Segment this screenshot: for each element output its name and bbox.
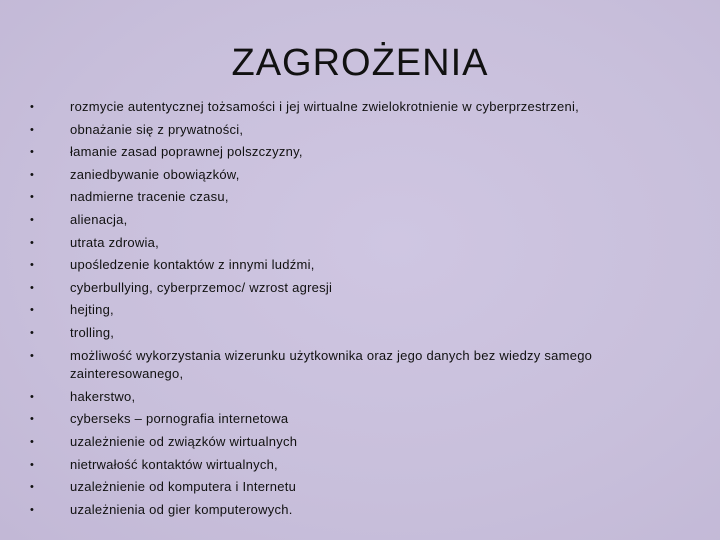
bullet-icon: •: [29, 236, 35, 249]
list-item-text: uzależnienie od związków wirtualnych: [70, 433, 298, 449]
list-item-text: łamanie zasad poprawnej polszczyzny,: [70, 144, 303, 160]
list-item-text: rozmycie autentycznej tożsamości i jej wirtualne zwielokrotnienie w cyberprzestrzeni,: [70, 99, 579, 114]
list-item-text: alienacja,: [70, 211, 128, 227]
list-item: [27, 386, 687, 409]
list-item: [27, 345, 687, 386]
bullet-icon: •: [29, 304, 35, 317]
bullet-icon: •: [29, 191, 35, 204]
list-item: [27, 408, 687, 431]
bullet-icon: •: [29, 213, 35, 226]
bullet-icon: •: [29, 168, 35, 181]
bullet-icon: •: [29, 101, 35, 113]
list-item-text: możliwość wykorzystania wizerunku użytkownika oraz jego danych bez wiedzy samego zainteresowanego,: [70, 347, 593, 382]
list-item-text: uzależnienie od komputera i Internetu: [70, 479, 297, 495]
bullet-icon: •: [29, 123, 35, 136]
list-item-text: hakerstwo,: [70, 388, 136, 404]
bullet-icon: •: [29, 503, 35, 516]
list-item: [27, 96, 687, 119]
bullet-icon: •: [29, 413, 35, 426]
list-item: [27, 277, 687, 300]
list-item-text: utrata zdrowia,: [70, 234, 160, 250]
slide-title: ZAGROŻENIA: [231, 42, 489, 84]
list-item: [27, 141, 687, 164]
bullet-icon: •: [29, 481, 35, 494]
list-item-text: uzależnienia od gier komputerowych.: [70, 501, 293, 517]
bullet-icon: •: [29, 146, 35, 159]
bullet-icon: •: [29, 349, 35, 362]
list-item-text: cyberbullying, cyberprzemoc/ wzrost agresji: [70, 279, 333, 295]
bullet-icon: •: [29, 390, 35, 403]
list-item: [27, 431, 687, 454]
list-item: [27, 232, 687, 255]
bullet-icon: •: [29, 326, 35, 339]
list-item-text: trolling,: [70, 324, 115, 340]
list-item: [27, 119, 687, 142]
bullet-icon: •: [29, 281, 35, 294]
list-item: [27, 186, 687, 209]
list-item: [27, 322, 687, 345]
list-item: [27, 164, 687, 187]
list-item: [27, 209, 687, 232]
bullet-icon: •: [29, 435, 35, 448]
list-item: [27, 299, 687, 322]
list-item-text: nadmierne tracenie czasu,: [70, 189, 229, 205]
bullet-icon: •: [29, 259, 35, 272]
list-item-text: hejting,: [70, 302, 114, 318]
list-item-text: cyberseks – pornografia internetowa: [70, 411, 289, 427]
list-item: [27, 499, 687, 522]
list-item: [27, 476, 687, 499]
list-item-text: nietrwałość kontaktów wirtualnych,: [70, 456, 278, 472]
bullet-list: [27, 96, 687, 521]
list-item: [27, 454, 687, 477]
list-item-text: obnażanie się z prywatności,: [70, 121, 244, 137]
list-item-text: upośledzenie kontaktów z innymi ludźmi,: [70, 257, 315, 273]
list-item-text: zaniedbywanie obowiązków,: [70, 166, 240, 182]
bullet-icon: •: [29, 458, 35, 471]
list-item: [27, 254, 687, 277]
